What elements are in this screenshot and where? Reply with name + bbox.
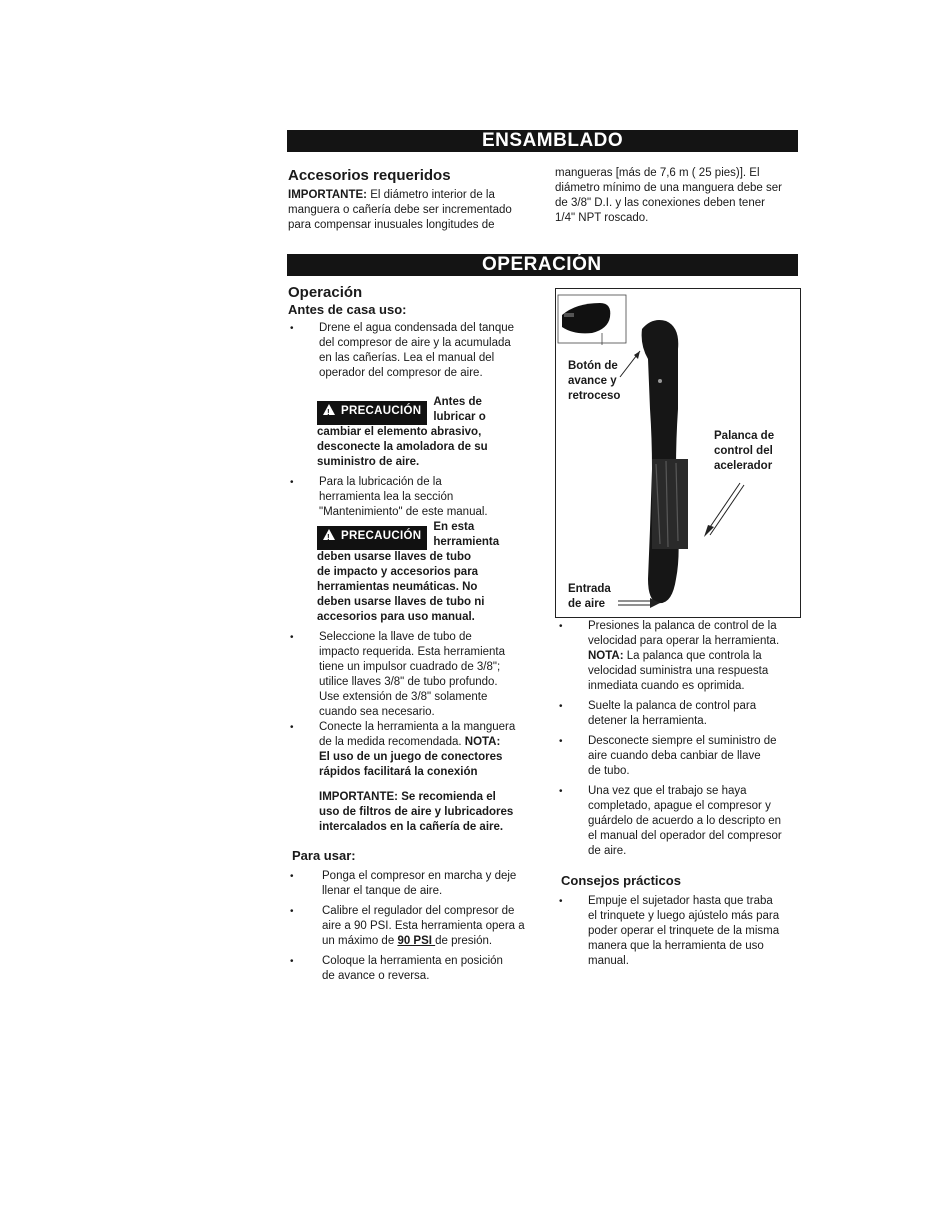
text-line: de avance o reversa. — [322, 970, 430, 982]
text-line: impacto requerida. Esta herramienta — [319, 646, 506, 658]
text-line: retroceso — [568, 390, 621, 402]
text-line: un máximo de — [322, 935, 398, 947]
text-line: herramientas neumáticas. No — [317, 581, 478, 593]
list-item — [557, 619, 807, 694]
text-line: intercalados en la cañería de aire. — [319, 821, 504, 833]
text-line: uso de filtros de aire y lubricadores — [319, 806, 514, 818]
text-line: de tubo. — [588, 765, 630, 777]
text-line: El diámetro interior de la — [370, 189, 495, 201]
text-line: • Presiones la palanca de control de la — [588, 620, 777, 632]
warning-block-1 — [288, 395, 538, 470]
text-line: • Conecte la herramienta a la manguera — [319, 721, 516, 733]
text-line: herramienta — [433, 536, 500, 548]
para-usar-heading: Para usar: — [292, 848, 356, 863]
text-line: velocidad para operar la herramienta. — [588, 635, 780, 647]
consejos-heading: Consejos prácticos — [561, 873, 681, 888]
text-line: El uso de un juego de conectores — [319, 751, 503, 763]
list-item — [288, 321, 538, 381]
entrada-label — [568, 582, 611, 612]
text-line: de impacto y accesorios para — [317, 566, 479, 578]
text-line: • Seleccione la llave de tubo de — [319, 631, 472, 643]
accesorios-text-left — [288, 188, 538, 233]
list-item — [557, 784, 807, 859]
consejos-list — [557, 894, 807, 969]
text-line: 1/4" NPT roscado. — [555, 212, 649, 224]
text-line: del compresor de aire y la acumulada — [319, 337, 511, 349]
text-line: • Una vez que el trabajo se haya — [588, 785, 747, 797]
palanca-label — [714, 429, 774, 474]
boton-label — [568, 359, 620, 404]
list-item — [288, 904, 538, 949]
para-usar-list — [288, 869, 538, 984]
warning-icon — [323, 529, 335, 540]
important-label: IMPORTANTE: — [288, 189, 368, 201]
text-line: aire a 90 PSI. Esta herramienta opera a — [322, 920, 525, 932]
text-line: • Ponga el compresor en marcha y deje — [322, 870, 517, 882]
text-line: poder operar el trinquete de la misma — [588, 925, 780, 937]
text-line: de presión. — [435, 935, 493, 947]
operacion-left-column — [288, 284, 538, 984]
text-line: • Calibre el regulador del compresor de — [322, 905, 515, 917]
text-line: • Suelte la palanca de control para — [588, 700, 757, 712]
text-line: • Drene el agua condensada del tanque — [319, 322, 515, 334]
text-line: • Coloque la herramienta en posición — [322, 955, 503, 967]
text-line: utilice llaves 3/8" de tubo profundo. — [319, 676, 498, 688]
text-line: Botón de — [568, 360, 618, 372]
psi-value: 90 PSI — [397, 935, 436, 947]
text-line: accesorios para uso manual. — [317, 611, 475, 623]
text-line: Palanca de — [714, 430, 775, 442]
text-line: de la medida recomendada. — [319, 736, 465, 748]
text-line: avance y — [568, 375, 617, 387]
text-line: En esta — [433, 521, 475, 533]
text-line: el trinquete y luego ajústelo más para — [588, 910, 780, 922]
accesorios-text-right — [555, 166, 805, 226]
text-line: velocidad suministra una respuesta — [588, 665, 769, 677]
ensamblado-banner: ENSAMBLADO — [287, 130, 798, 152]
text-line: Use extensión de 3/8" solamente — [319, 691, 488, 703]
text-line: manual. — [588, 955, 629, 967]
operacion-right-column — [557, 619, 807, 969]
text-line: control del — [714, 445, 773, 457]
text-line: "Mantenimiento" de este manual. — [319, 506, 488, 518]
text-line: • Empuje el sujetador hasta que traba — [588, 895, 773, 907]
nota-label: NOTA: — [588, 650, 624, 662]
list-item — [557, 699, 807, 729]
operacion-heading: Operación — [288, 284, 363, 301]
text-line: tiene un impulsor cuadrado de 3/8"; — [319, 661, 501, 673]
text-line: Entrada — [568, 583, 611, 595]
warning-icon — [323, 404, 335, 415]
text-line: mangueras [más de 7,6 m ( 25 pies)]. El — [555, 167, 760, 179]
text-line: • Para la lubricación de la — [319, 476, 442, 488]
uso-list — [557, 619, 807, 859]
list-item — [288, 630, 538, 720]
text-line: deben usarse llaves de tubo ni — [317, 596, 485, 608]
text-line: llenar el tanque de aire. — [322, 885, 443, 897]
warning-block-2 — [288, 520, 538, 625]
lubricacion-list — [288, 475, 538, 520]
llave-list — [288, 630, 538, 780]
important-note — [288, 790, 538, 835]
operacion-banner: OPERACIÓN — [287, 254, 798, 276]
text-line: herramienta lea la sección — [319, 491, 454, 503]
text-line: manera que la herramienta de uso — [588, 940, 764, 952]
tool-figure — [555, 288, 801, 618]
text-line: suministro de aire. — [317, 456, 420, 468]
text-line: detener la herramienta. — [588, 715, 707, 727]
list-item — [288, 954, 538, 984]
text-line: de 3/8" D.I. y las conexiones deben tener — [555, 197, 765, 209]
text-line: para compensar inusuales longitudes de — [288, 219, 495, 231]
antes-list — [288, 321, 538, 381]
text-line: • Desconecte siempre el suministro de — [588, 735, 777, 747]
text-line: de aire. — [588, 845, 627, 857]
text-line: inmediata cuando es oprimida. — [588, 680, 745, 692]
text-line: Antes de — [433, 396, 482, 408]
text-line: cambiar el elemento abrasivo, — [317, 426, 482, 438]
list-item — [288, 720, 538, 780]
accesorios-heading: Accesorios requeridos — [288, 167, 451, 184]
text-line: de aire — [568, 598, 606, 610]
nota-label: NOTA: — [464, 736, 501, 748]
text-line: IMPORTANTE: Se recomienda el — [319, 791, 496, 803]
text-line: acelerador — [714, 460, 773, 472]
text-line: manguera o cañería debe ser incrementado — [288, 204, 512, 216]
text-line: operador del compresor de aire. — [319, 367, 483, 379]
text-line: diámetro mínimo de una manguera debe ser — [555, 182, 782, 194]
text-line: el manual del operador del compresor — [588, 830, 782, 842]
list-item — [557, 894, 807, 969]
precaucion-badge: !PRECAUCIÓN — [317, 401, 427, 425]
text-line: en las cañerías. Lea el manual del — [319, 352, 495, 364]
precaucion-badge: !PRECAUCIÓN — [317, 526, 427, 550]
text-line: completado, apague el compresor y — [588, 800, 771, 812]
text-line: deben usarse llaves de tubo — [317, 551, 472, 563]
list-item — [557, 734, 807, 779]
text-line: desconecte la amoladora de su — [317, 441, 488, 453]
list-item — [288, 869, 538, 899]
text-line: La palanca que controla la — [623, 650, 762, 662]
text-line: guárdelo de acuerdo a lo descripto en — [588, 815, 782, 827]
text-line: rápidos facilitará la conexión — [319, 766, 478, 778]
text-line: lubricar o — [433, 411, 486, 423]
antes-subheading: Antes de casa uso: — [288, 302, 407, 317]
text-line: aire cuando deba canbiar de llave — [588, 750, 761, 762]
text-line: cuando sea necesario. — [319, 706, 435, 718]
list-item — [288, 475, 538, 520]
